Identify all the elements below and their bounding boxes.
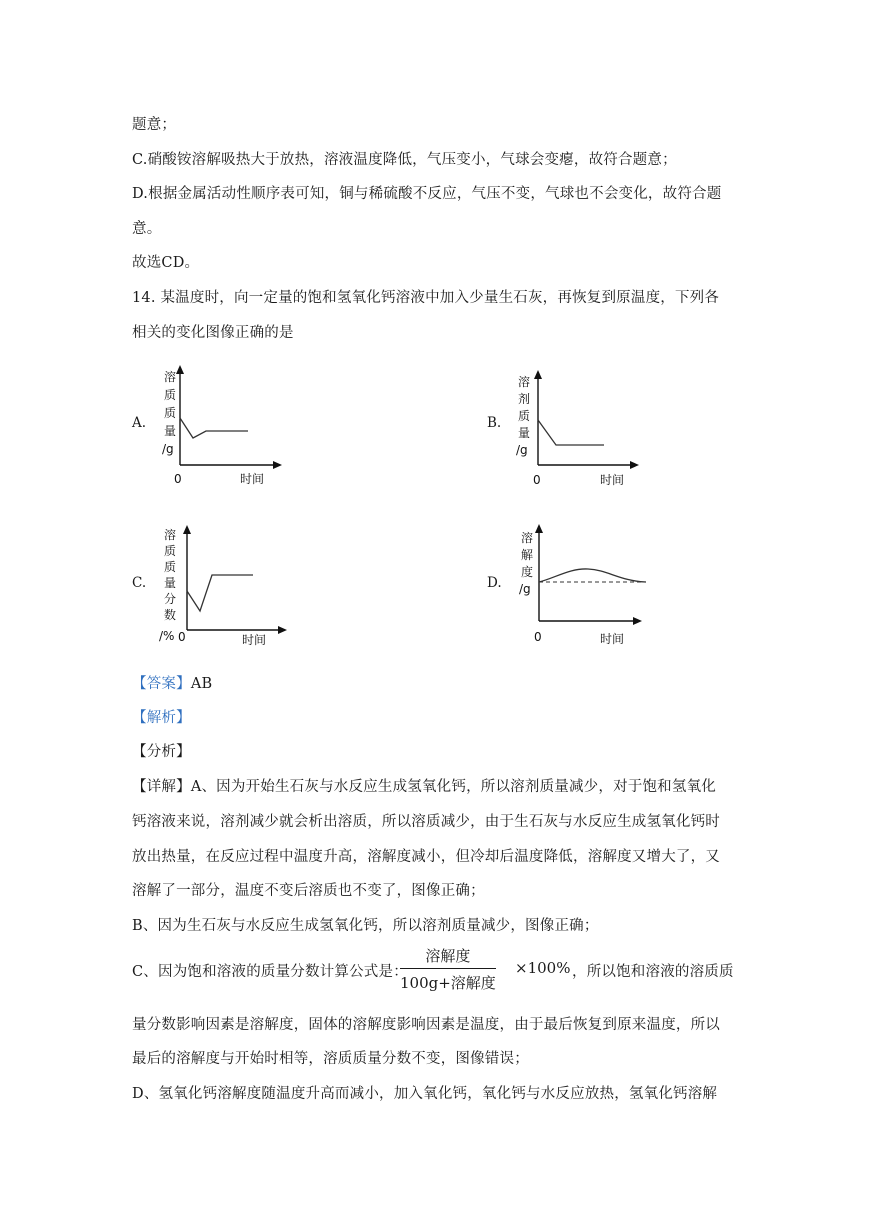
text-line: 故选CD。 (132, 255, 200, 271)
detail-line-formula-post: ，所以饱和溶液的溶质质 (572, 964, 734, 980)
graph-c (155, 523, 295, 648)
graph-d-y-arrow (535, 524, 543, 533)
graph-d-xlabel: 时间 (600, 632, 625, 645)
graph-b-xlabel: 时间 (600, 473, 625, 487)
graph-a-ylabel: /g (162, 442, 174, 456)
graph-a-ylabel: 量 (164, 424, 177, 438)
graph-c-ylabel: 分 (164, 592, 177, 606)
option-c-label: C. (132, 575, 147, 591)
question-text: 14. 某温度时，向一定量的饱和氢氧化钙溶液中加入少量生石灰，再恢复到原温度，下列各 (132, 290, 720, 306)
graph-c-ylabel: 质 (164, 544, 177, 558)
graph-c-y-arrow (183, 525, 191, 534)
graph-d-ylabel: 溶 (521, 531, 534, 545)
graph-a-y-arrow (176, 365, 184, 374)
graph-d-origin: 0 (534, 630, 542, 644)
option-b-label: B. (487, 415, 502, 431)
graph-a-origin: 0 (174, 472, 182, 486)
answer-line (132, 672, 212, 693)
graph-a-x-arrow (273, 461, 282, 469)
answer-tag: 【答案】 (132, 676, 191, 692)
graph-c-origin: 0 (178, 630, 186, 644)
fraction-numerator: 溶解度 (400, 945, 496, 969)
graph-c-ylabel: 溶 (164, 528, 177, 542)
graph-a (150, 365, 290, 490)
graph-c-ylabel: 质 (164, 560, 177, 574)
text-line: C.硝酸铵溶解吸热大于放热，溶液温度降低，气压变小，气球会变瘪，故符合题意； (132, 152, 677, 168)
graph-d-curve (539, 569, 646, 582)
detail-line: 放出热量，在反应过程中温度升高，溶解度减小，但冷却后温度降低，溶解度又增大了，又 (132, 849, 720, 865)
graph-d-ylabel: /g (519, 582, 531, 596)
graph-a-ylabel: 溶 (164, 370, 177, 384)
graph-b-ylabel: 质 (518, 409, 531, 423)
graph-c-ylabel: /% (159, 629, 175, 643)
graph-c-curve (187, 575, 253, 611)
graph-d-ylabel: 解 (521, 548, 534, 562)
graph-b-origin: 0 (533, 473, 541, 487)
graph-a-xlabel: 时间 (240, 472, 265, 486)
graph-b-ylabel: /g (516, 443, 528, 457)
detail-line: 钙溶液来说，溶剂减少就会析出溶质，所以溶质减少，由于生石灰与水反应生成氢氧化钙时 (132, 814, 720, 830)
analysis-tag: 【解析】 (132, 710, 191, 726)
option-d-label: D. (487, 575, 502, 591)
text-line: 意。 (132, 221, 162, 237)
detail-line: 最后的溶解度与开始时相等，溶质质量分数不变，图像错误； (132, 1051, 529, 1067)
graph-b-y-arrow (534, 370, 542, 379)
graph-a-ylabel: 质 (164, 406, 177, 420)
graph-a-curve (180, 418, 248, 438)
text-line: 题意； (132, 117, 177, 133)
detail-line-formula-pre: C、因为饱和溶液的质量分数计算公式是： (132, 964, 408, 980)
graph-d-ylabel: 度 (521, 565, 534, 579)
graph-b-ylabel: 量 (518, 426, 531, 440)
fraction-formula (400, 945, 496, 993)
graph-c-ylabel: 数 (164, 608, 177, 622)
detail-line: D、氢氧化钙溶解度随温度升高而减小，加入氧化钙，氧化钙与水反应放热，氢氧化钙溶解 (132, 1086, 718, 1102)
fenxi-tag: 【分析】 (132, 744, 191, 760)
graph-d-x-arrow (633, 617, 642, 625)
fraction-denominator: 100g+溶解度 (400, 974, 496, 992)
detail-line: 溶解了一部分，温度不变后溶质也不变了，图像正确； (132, 883, 485, 899)
fraction-times-percent: ×100% (515, 959, 571, 977)
question-text: 相关的变化图像正确的是 (132, 325, 294, 341)
graph-b-ylabel: 剂 (518, 392, 531, 406)
graph-a-ylabel: 质 (164, 388, 177, 402)
graph-b (507, 370, 647, 490)
graph-c-xlabel: 时间 (242, 633, 267, 647)
text-line: D.根据金属活动性顺序表可知，铜与稀硫酸不反应，气压不变，气球也不会变化，故符合题 (132, 186, 722, 202)
graph-b-curve (538, 420, 604, 445)
graph-b-x-arrow (630, 461, 639, 469)
detail-text: A、因为开始生石灰与水反应生成氢氧化钙，所以溶剂质量减少，对于饱和氢氧化 (190, 779, 716, 795)
detail-line (132, 775, 716, 796)
graph-c-ylabel: 量 (164, 576, 177, 590)
detail-line: B、因为生石灰与水反应生成氢氧化钙，所以溶剂质量减少，图像正确； (132, 918, 599, 934)
detail-tag: 【详解】 (132, 779, 191, 795)
option-a-label: A. (132, 415, 147, 431)
graph-d (510, 520, 650, 645)
graph-c-x-arrow (278, 626, 287, 634)
answer-value: AB (190, 676, 213, 692)
detail-line: 量分数影响因素是溶解度，固体的溶解度影响因素是温度，由于最后恢复到原来温度，所以 (132, 1017, 720, 1033)
graph-b-ylabel: 溶 (518, 375, 531, 389)
